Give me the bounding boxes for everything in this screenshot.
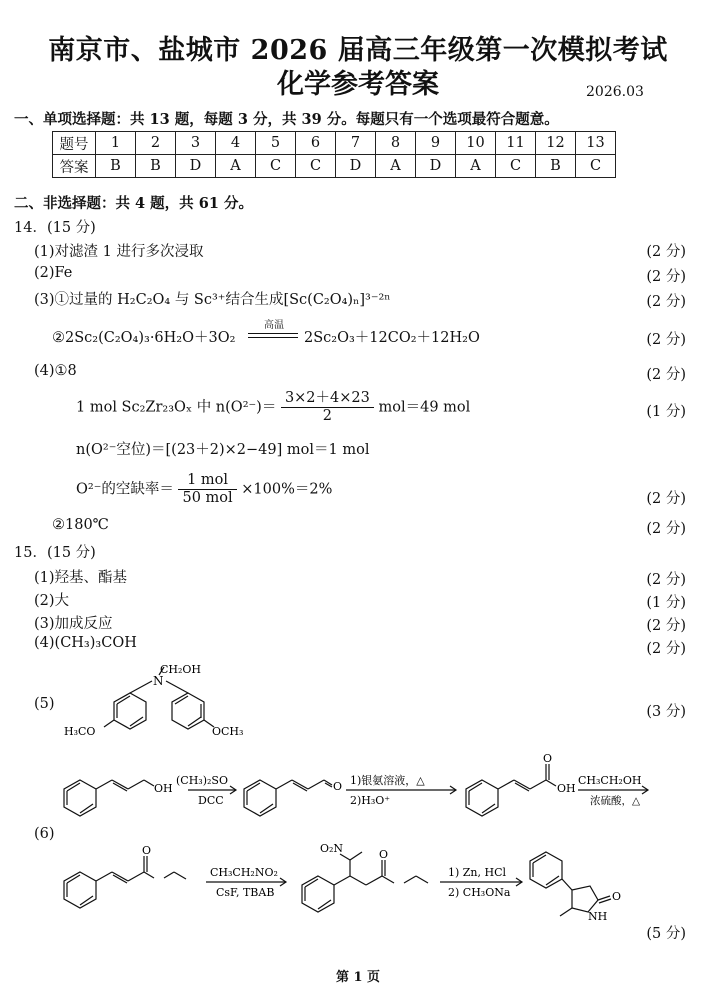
calc-text: 1 mol Sc₂Zr₂₃Oₓ 中 n(O²⁻)＝ bbox=[76, 399, 277, 416]
score: (2 分) bbox=[646, 294, 686, 310]
synthesis-row-1 bbox=[50, 752, 690, 832]
table-cell: 13 bbox=[576, 132, 616, 155]
ch2oh-label: CH₂OH bbox=[160, 665, 202, 676]
equals-arrow bbox=[248, 333, 298, 338]
reagent-label: 2) CH₃ONa bbox=[448, 886, 511, 899]
score: (2 分) bbox=[646, 618, 686, 634]
q14-calc-3 bbox=[76, 472, 332, 507]
score: (2 分) bbox=[646, 491, 686, 507]
oxygen-label: O bbox=[142, 844, 152, 857]
section2-heading: 二、非选择题：共 4 题，共 61 分。 bbox=[14, 195, 253, 212]
oh-label: OH bbox=[154, 782, 173, 795]
table-cell: 8 bbox=[376, 132, 416, 155]
fraction bbox=[281, 390, 374, 425]
q15-answer-4: (4)(CH₃)₃COH bbox=[34, 635, 137, 651]
q14-calc-2: n(O²⁻空位)＝[(23＋2)×2−49] mol＝1 mol bbox=[76, 442, 370, 458]
reagent-label: CH₃CH₂NO₂ bbox=[210, 866, 278, 879]
reaction-condition: 高温 bbox=[264, 320, 284, 331]
reagent-label: 浓硫酸，△ bbox=[590, 795, 641, 807]
table-cell: C bbox=[576, 155, 616, 178]
table-cell: 6 bbox=[296, 132, 336, 155]
score: (2 分) bbox=[646, 332, 686, 348]
reagent-label: (CH₃)₂SO bbox=[176, 774, 228, 787]
oxygen-label: O bbox=[379, 848, 389, 861]
table-cell: 5 bbox=[256, 132, 296, 155]
structure-5 bbox=[60, 665, 280, 745]
table-row bbox=[53, 155, 616, 178]
reagent-label: CsF, TBAB bbox=[216, 886, 275, 899]
methoxy-left-label: H₃CO bbox=[64, 725, 96, 738]
oxygen-label: O bbox=[612, 890, 622, 903]
score: (2 分) bbox=[646, 572, 686, 588]
oxygen-label: O bbox=[543, 752, 553, 765]
q15-answer-1: (1)羟基、酯基 bbox=[34, 570, 128, 586]
row-label: 答案 bbox=[53, 155, 96, 178]
reagent-label: 2)H₃O⁺ bbox=[350, 794, 391, 807]
table-cell: D bbox=[176, 155, 216, 178]
numerator: 3×2＋4×23 bbox=[281, 390, 374, 408]
table-cell: 12 bbox=[536, 132, 576, 155]
calc-text: mol＝49 mol bbox=[378, 399, 471, 416]
nh-label: NH bbox=[588, 910, 608, 923]
score: (1 分) bbox=[646, 595, 686, 611]
q15-answer-6: (6) bbox=[34, 826, 55, 842]
calc-text: O²⁻的空缺率＝ bbox=[76, 481, 174, 498]
nitro-label: O₂N bbox=[320, 842, 344, 855]
bonds-row2 bbox=[64, 852, 611, 916]
answer-table bbox=[52, 131, 616, 178]
score: (2 分) bbox=[646, 641, 686, 657]
table-row bbox=[53, 132, 616, 155]
reagent-label: 1) Zn, HCl bbox=[448, 866, 507, 879]
q14-calc-1 bbox=[76, 390, 470, 425]
table-cell: 11 bbox=[496, 132, 536, 155]
table-cell: A bbox=[376, 155, 416, 178]
table-cell: B bbox=[536, 155, 576, 178]
table-cell: D bbox=[336, 155, 376, 178]
q14-answer-4b: ②180℃ bbox=[52, 517, 109, 533]
exam-title: 南京市、盐城市 2026 届高三年级第一次模拟考试 bbox=[48, 35, 668, 66]
denominator: 50 mol bbox=[182, 490, 233, 506]
score: (2 分) bbox=[646, 269, 686, 285]
table-cell: 9 bbox=[416, 132, 456, 155]
table-cell: 4 bbox=[216, 132, 256, 155]
calc-text: ×100%＝2% bbox=[241, 481, 333, 498]
table-cell: 2 bbox=[136, 132, 176, 155]
reagent-label: DCC bbox=[198, 794, 224, 807]
q14-answer-1: (1)对滤渣 1 进行多次浸取 bbox=[34, 244, 204, 260]
q14-answer-2: (2)Fe bbox=[34, 265, 73, 281]
table-cell: 10 bbox=[456, 132, 496, 155]
table-cell: C bbox=[496, 155, 536, 178]
q15-answer-2: (2)大 bbox=[34, 593, 70, 609]
methoxy-right-label: OCH₃ bbox=[212, 725, 244, 738]
oh-label: OH bbox=[557, 782, 576, 795]
q14-heading: 14．(15 分) bbox=[14, 220, 96, 236]
score: (2 分) bbox=[646, 521, 686, 537]
reagent-label: 1)银氨溶液，△ bbox=[350, 774, 425, 787]
score: (1 分) bbox=[646, 404, 686, 420]
oxygen-label: O bbox=[333, 780, 343, 793]
synthesis-row-2 bbox=[50, 836, 690, 931]
reagent-label: CH₃CH₂OH bbox=[578, 774, 642, 787]
row-label: 题号 bbox=[53, 132, 96, 155]
q15-answer-5: (5) bbox=[34, 696, 55, 712]
table-cell: B bbox=[136, 155, 176, 178]
q15-heading: 15．(15 分) bbox=[14, 545, 96, 561]
section1-heading: 一、单项选择题：共 13 题，每题 3 分，共 39 分。每题只有一个选项最符合题意。 bbox=[14, 111, 559, 128]
table-cell: B bbox=[96, 155, 136, 178]
table-cell: C bbox=[256, 155, 296, 178]
fraction bbox=[178, 472, 236, 507]
q15-answer-3: (3)加成反应 bbox=[34, 616, 113, 632]
exam-date: 2026.03 bbox=[586, 84, 644, 100]
nitrogen-label: N bbox=[153, 674, 164, 688]
page-number: 第 1 页 bbox=[335, 970, 381, 985]
score: (5 分) bbox=[646, 926, 686, 942]
denominator: 2 bbox=[322, 408, 333, 424]
table-cell: C bbox=[296, 155, 336, 178]
score: (3 分) bbox=[646, 704, 686, 720]
numerator: 1 mol bbox=[178, 472, 236, 490]
q14-answer-4: (4)①8 bbox=[34, 363, 77, 379]
table-cell: 1 bbox=[96, 132, 136, 155]
table-cell: D bbox=[416, 155, 456, 178]
q14-equation-left: ②2Sc₂(C₂O₄)₃·6H₂O＋3O₂ bbox=[52, 330, 236, 346]
table-cell: 7 bbox=[336, 132, 376, 155]
score: (2 分) bbox=[646, 244, 686, 260]
table-cell: A bbox=[216, 155, 256, 178]
q14-equation-right: 2Sc₂O₃＋12CO₂＋12H₂O bbox=[304, 330, 480, 346]
score: (2 分) bbox=[646, 367, 686, 383]
answer-title: 化学参考答案 bbox=[277, 69, 439, 100]
table-cell: 3 bbox=[176, 132, 216, 155]
q14-answer-3: (3)①过量的 H₂C₂O₄ 与 Sc³⁺结合生成[Sc(C₂O₄)ₙ]³⁻²ⁿ bbox=[34, 292, 391, 308]
table-cell: A bbox=[456, 155, 496, 178]
